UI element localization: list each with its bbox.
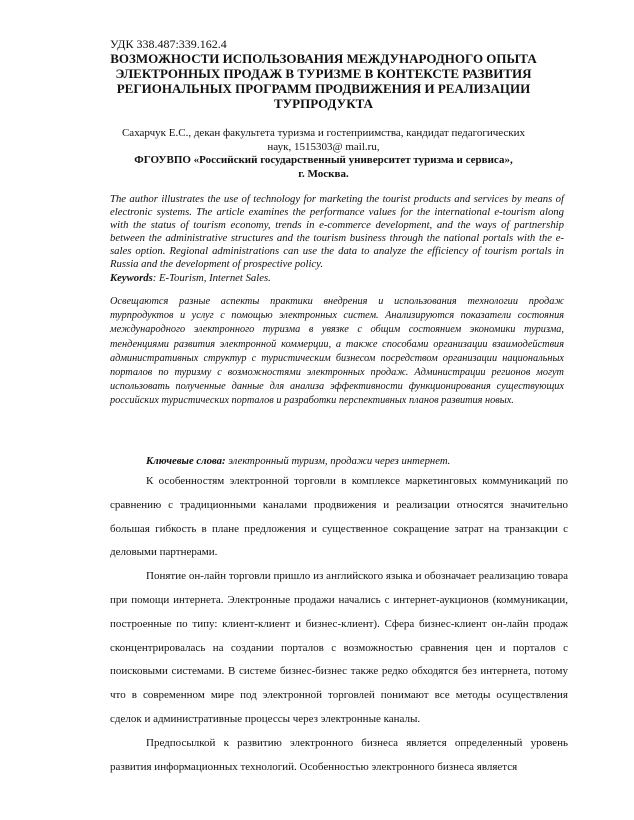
organization-name: ФГОУВПО «Российский государственный университет туризма и сервиса», [134,154,513,166]
keywords-english-label: Keywords [110,272,153,284]
body-paragraph: Понятие он-лайн торговли пришло из английского языка и обозначает реализацию товара при помощи интернета. Электронные продажи начались с интернет-аукционов (коммуникации, построенные по типу: клиент-клиент и бизнес-клиент). Сфера бизнес-клиент он-лайн продаж сконцентрировалась на создании порталов с возможностью сравнения цен и порталов с поисковыми системами. В системе бизнес-бизнес также редко обходятся без интернета, потому что в современном мире под электронной торговлей понимают все методы осуществления сделок и административные процессы через электронные каналы. [110,570,568,725]
title-line: ЭЛЕКТРОННЫХ ПРОДАЖ В ТУРИЗМЕ В КОНТЕКСТЕ РАЗВИТИЯ [115,66,532,81]
abstract-russian [110,295,564,409]
body-paragraph: Предпосылкой к развитию электронного бизнеса является определенный уровень развития информационных технологий. Особенностью электронного бизнеса является [110,736,568,773]
keywords-english-value: : E-Tourism, Internet Sales. [152,272,271,284]
abstract-english [110,193,564,271]
abstract-russian-text: Освещаются разные аспекты практики внедрения и использования технологии продаж турпродуктов и услуг с помощью электронных систем. Анализируются показатели состояния международного электронного туризма в увязке с общим состоянием экономики туризма, тенденциями развития электронной коммерции, а также способами организации взаимодействия административных структур с туристическим бизнесом посредством организации национальных порталов по туризму с возможностями электронных продаж. Администрации регионов могут использовать полученные данные для анализа эффективности функционирования существующих российских туристических порталов и разработки перспективных планов развития новых. [110,296,564,407]
article-title [110,51,537,111]
title-line: ТУРПРОДУКТА [273,96,374,111]
abstract-english-text: The author illustrates the use of technology for marketing the tourist products and services by means of electronic systems. The article examines the performance values for the international e-tourism along with the status of tourism economy, trends in e-commerce development, and the ways of partnership between the administrative structures and the tourism business through the national portals with the e-sales option. Regional administrations can use the data to analyze the efficiency of tourism portals in Russia and the development of prospective policy. [110,193,564,270]
organization-city: г. Москва. [298,168,349,180]
title-line: ВОЗМОЖНОСТИ ИСПОЛЬЗОВАНИЯ МЕЖДУНАРОДНОГО ОПЫТА [110,51,537,66]
author-info: Сахарчук Е.С., декан факультета туризма и гостеприимства, кандидат педагогических наук, 1515303@ mail.ru, [121,127,526,153]
article-body [110,470,568,779]
organization-block [110,153,537,181]
body-paragraph: К особенностям электронной торговли в комплексе маркетинговых коммуникаций по сравнению с традиционными каналами продвижения и реализации относятся значительно большая гибкость в плане предложения и существенное сокращение затрат на транзакции с деловыми партнерами. [110,475,568,559]
keywords-english [110,272,564,285]
keywords-russian [146,455,566,468]
keywords-russian-value: электронный туризм, продажи через интернет. [225,455,451,467]
keywords-russian-label: Ключевые слова: [146,455,226,467]
title-line: РЕГИОНАЛЬНЫХ ПРОГРАММ ПРОДВИЖЕНИЯ И РЕАЛИЗАЦИИ [116,81,531,96]
udk-code: УДК 338.487:339.162.4 [110,37,227,51]
